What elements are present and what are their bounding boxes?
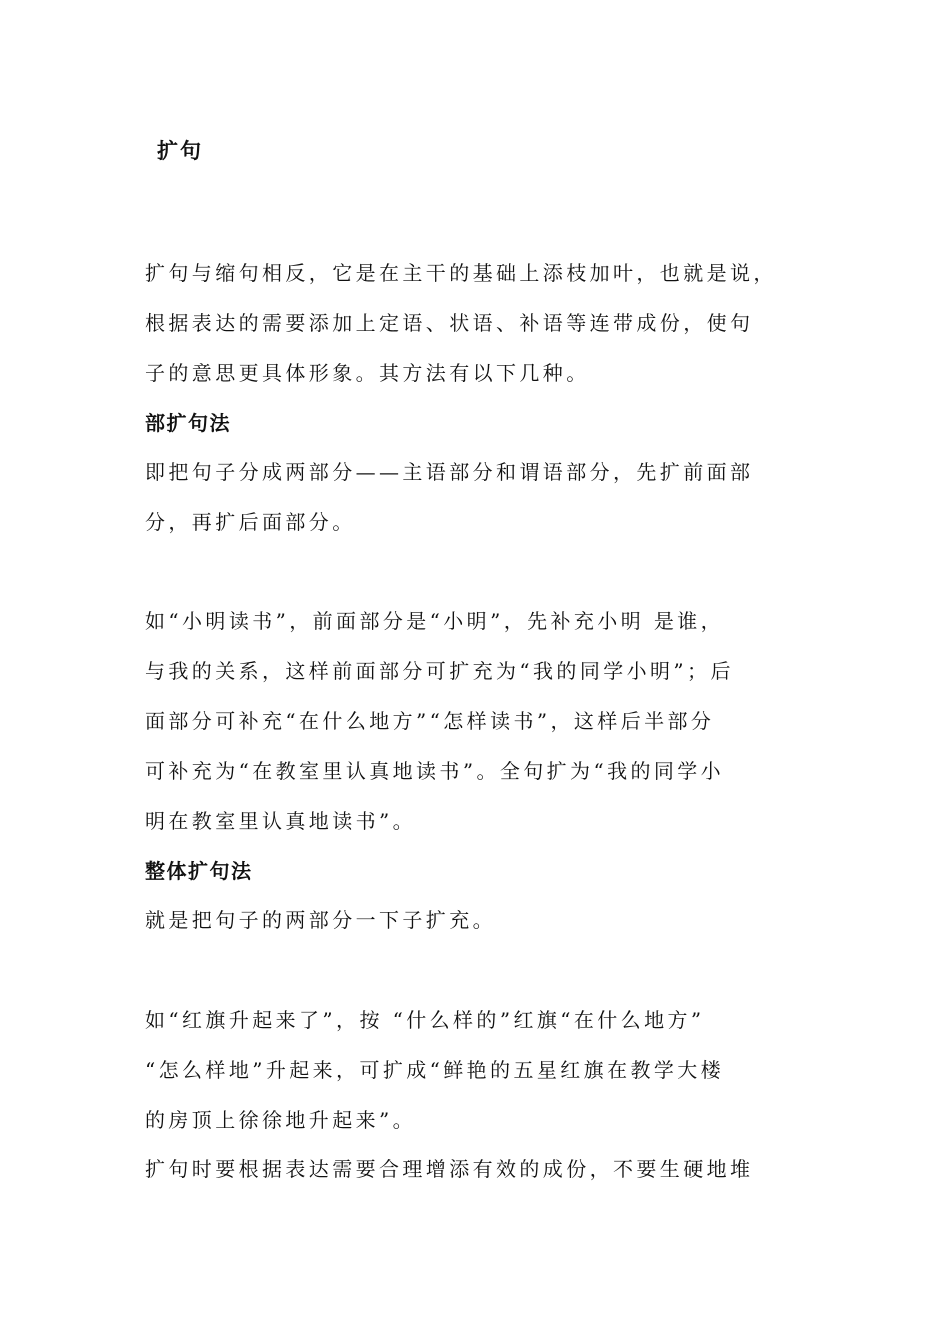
paragraph-line: 如“红旗升起来了”，按 “什么样的”红旗“在什么地方” bbox=[145, 1008, 705, 1032]
paragraph-line: 的房顶上徐徐地升起来”。 bbox=[145, 1108, 417, 1132]
paragraph-line: 即把句子分成两部分——主语部分和谓语部分，先扩前面部 bbox=[145, 460, 754, 484]
paragraph-line: 可补充为“在教室里认真地读书”。全句扩为“我的同学小 bbox=[145, 759, 725, 783]
paragraph-line: 根据表达的需要添加上定语、状语、补语等连带成份，使句 bbox=[145, 311, 754, 335]
paragraph-line: 分，再扩后面部分。 bbox=[145, 510, 356, 534]
section-heading-whole: 整体扩句法 bbox=[145, 859, 253, 883]
page-title: 扩句 bbox=[157, 138, 203, 163]
paragraph-line: 如“小明读书”，前面部分是“小明”，先补充小明 是谁， bbox=[145, 609, 725, 633]
paragraph-line: 子的意思更具体形象。其方法有以下几种。 bbox=[145, 361, 590, 385]
paragraph-line: 扩句时要根据表达需要合理增添有效的成份，不要生硬地堆 bbox=[145, 1157, 754, 1181]
paragraph-line: 扩句与缩句相反，它是在主干的基础上添枝加叶，也就是说， bbox=[145, 261, 777, 285]
paragraph-line: 面部分可补充“在什么地方”“怎样读书”，这样后半部分 bbox=[145, 709, 715, 733]
paragraph-line: “怎么样地”升起来，可扩成“鲜艳的五星红旗在教学大楼 bbox=[145, 1058, 725, 1082]
paragraph-line: 明在教室里认真地读书”。 bbox=[145, 809, 417, 833]
section-heading-partial: 部扩句法 bbox=[145, 411, 231, 435]
paragraph-line: 就是把句子的两部分一下子扩充。 bbox=[145, 908, 496, 932]
paragraph-line: 与我的关系，这样前面部分可扩充为“我的同学小明”；后 bbox=[145, 659, 734, 683]
